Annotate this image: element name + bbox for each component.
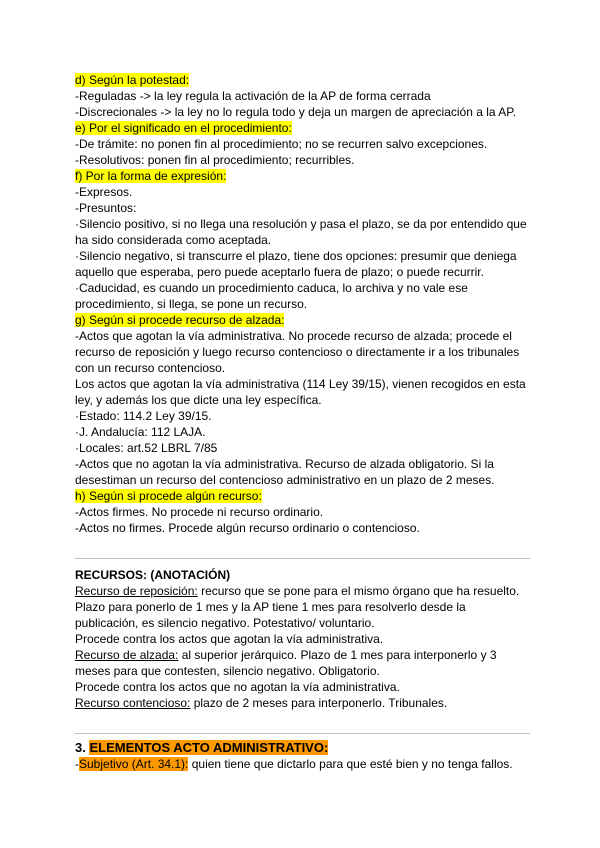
section-h-line-2: -Actos no firmes. Procede algún recurso ordinario o contencioso.	[75, 521, 420, 535]
subjetivo-text: quien tiene que dictarlo para que esté bien y no tenga fallos.	[188, 757, 513, 771]
recursos-title: RECURSOS: (ANOTACIÓN)	[75, 568, 231, 582]
recursos-alzada-line	[75, 647, 535, 663]
section-d-line-1: -Reguladas -> la ley regula la activación de la AP de forma cerrada	[75, 89, 431, 103]
recurso-contencioso-text: plazo de 2 meses para interponerlo. Tribunales.	[190, 696, 448, 710]
section-h-heading: h) Según si procede algún recurso:	[75, 489, 262, 503]
section-g-line-5: ley, y además los que dicte una ley específica.	[75, 393, 322, 407]
section-f-heading-line	[75, 168, 535, 184]
section-g-line-2: recurso de reposición y luego recurso contencioso o directamente ir a los tribunales	[75, 345, 520, 359]
section-3-subjetivo-line	[75, 756, 535, 772]
recurso-reposicion-text: recurso que se pone para el mismo órgano que ha resuelto.	[197, 584, 520, 598]
subjetivo-label: Subjetivo (Art. 34.1):	[79, 757, 189, 771]
section-e-line-1: -De trámite: no ponen fin al procedimiento; no se recurren salvo excepciones.	[75, 137, 488, 151]
section-f-line-8: procedimiento, si llega, se pone un recurso.	[75, 297, 308, 311]
section-g-line-9: -Actos que no agotan la vía administrativa. Recurso de alzada obligatorio. Si la	[75, 457, 494, 471]
section-g-line-6: ·Estado: 114.2 Ley 39/15.	[75, 409, 212, 423]
section-g-heading: g) Según si procede recurso de alzada:	[75, 313, 285, 327]
section-g-line-4: Los actos que agotan la vía administrativa (114 Ley 39/15), vienen recogidos en esta	[75, 377, 526, 391]
section-h-line-1: -Actos firmes. No procede ni recurso ordinario.	[75, 505, 324, 519]
recursos-reposicion-line-3: publicación, es silencio negativo. Potestativo/ voluntario.	[75, 616, 375, 630]
section-d-line-2: -Discrecionales -> la ley no lo regula todo y deja un margen de apreciación a la AP.	[75, 105, 517, 119]
recurso-alzada-text: al superior jerárquico. Plazo de 1 mes para interponerlo y 3	[178, 648, 497, 662]
recursos-reposicion-line-2: Plazo para ponerlo de 1 mes y la AP tiene 1 mes para resolverlo desde la	[75, 600, 466, 614]
section-e-heading: e) Por el significado en el procedimiento:	[75, 121, 292, 135]
recurso-alzada-label: Recurso de alzada:	[75, 648, 179, 662]
spacer	[75, 559, 535, 567]
section-g-line-7: ·J. Andalucía: 112 LAJA.	[75, 425, 206, 439]
section-e-heading-line	[75, 120, 535, 136]
section-f-line-2: -Presuntos:	[75, 201, 137, 215]
recursos-reposicion-line-4: Procede contra los actos que agotan la vía administrativa.	[75, 632, 384, 646]
section-f-line-6: aquello que esperaba, pero puede aceptarlo fuera de plazo; o puede recurrir.	[75, 265, 484, 279]
section-d-heading: d) Según la potestad:	[75, 73, 190, 87]
section-f-line-3: ·Silencio positivo, si no llega una resolución y pasa el plazo, se da por entendido que	[75, 217, 527, 231]
recursos-alzada-line-3: Procede contra los actos que no agotan la vía administrativa.	[75, 680, 400, 694]
section-g-line-1: -Actos que agotan la vía administrativa. No procede recurso de alzada; procede el	[75, 329, 512, 343]
spacer	[75, 711, 535, 733]
recursos-reposicion-line	[75, 583, 535, 599]
spacer	[75, 536, 535, 558]
section-g-line-8: ·Locales: art.52 LBRL 7/85	[75, 441, 218, 455]
recurso-reposicion-label: Recurso de reposición:	[75, 584, 198, 598]
section-3-heading-line	[75, 740, 535, 756]
recursos-alzada-line-2: meses para que contesten, silencio negativo. Obligatorio.	[75, 664, 380, 678]
subjetivo-dash: -	[75, 757, 79, 771]
document-content	[75, 72, 535, 772]
section-h-heading-line	[75, 488, 535, 504]
section-f-line-5: ·Silencio negativo, si transcurre el plazo, tiene dos opciones: presumir que deniega	[75, 249, 517, 263]
section-e-line-2: -Resolutivos: ponen fin al procedimiento; recurribles.	[75, 153, 355, 167]
section-f-line-4: ha sido considerada como aceptada.	[75, 233, 272, 247]
section-g-line-10: desestiman un recurso del contencioso administrativo en un plazo de 2 meses.	[75, 473, 495, 487]
section-g-line-3: con un recurso contencioso.	[75, 361, 226, 375]
recursos-contencioso-line	[75, 695, 535, 711]
section-f-line-7: ·Caducidad, es cuando un procedimiento caduca, lo archiva y no vale ese	[75, 281, 468, 295]
section-f-heading: f) Por la forma de expresión:	[75, 169, 227, 183]
section-f-line-1: -Expresos.	[75, 185, 133, 199]
section-3-number: 3.	[75, 740, 90, 755]
section-3-title: ELEMENTOS ACTO ADMINISTRATIVO:	[89, 740, 329, 755]
recurso-contencioso-label: Recurso contencioso:	[75, 696, 191, 710]
section-g-heading-line	[75, 312, 535, 328]
section-d-heading-line	[75, 72, 535, 88]
